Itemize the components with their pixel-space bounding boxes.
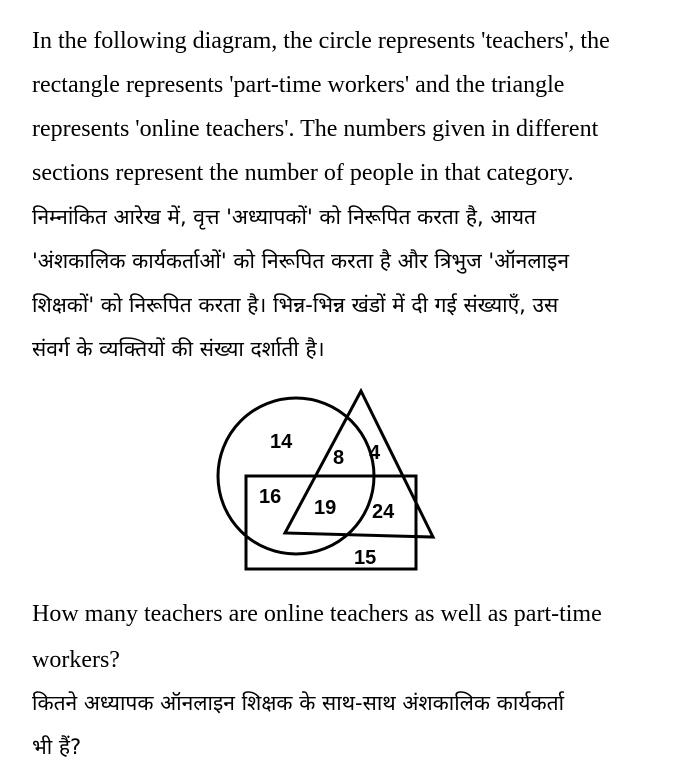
region-all-three: 19 [314, 497, 337, 519]
venn-diagram [205, 385, 445, 580]
region-online-only: 4 [369, 442, 381, 464]
region-teachers-only: 14 [270, 431, 293, 453]
question-hi-line-4: संवर्ग के व्यक्तियों की संख्या दर्शाती है। [32, 337, 325, 361]
region-teachers-parttime: 16 [259, 486, 282, 508]
question-hi-line-1: निम्नांकित आरेख में, वृत्त 'अध्यापकों' को निरूपित करता है, आयत [32, 205, 537, 229]
ask-hi-line-1: कितने अध्यापक ऑनलाइन शिक्षक के साथ-साथ अंशकालिक कार्यकर्ता [32, 691, 565, 715]
question-en-line-1: In the following diagram, the circle represents 'teachers', the [32, 28, 610, 54]
ask-en-line-1: How many teachers are online teachers as well as part-time [32, 601, 602, 627]
region-online-parttime: 24 [372, 501, 395, 523]
region-teachers-online: 8 [333, 447, 345, 469]
ask-en-line-2: workers? [32, 647, 120, 673]
online-teachers-triangle [285, 391, 433, 537]
ask-hi-line-2: भी हैं? [32, 735, 82, 759]
question-en-line-4: sections represent the number of people in that category. [32, 160, 574, 186]
question-hi-line-2: 'अंशकालिक कार्यकर्ताओं' को निरूपित करता है और त्रिभुज 'ऑनलाइन [32, 249, 569, 273]
question-en-line-3: represents 'online teachers'. The numbers given in different [32, 116, 599, 142]
region-parttime-only: 15 [354, 547, 377, 569]
question-en-line-2: rectangle represents 'part-time workers' and the triangle [32, 72, 565, 98]
question-hi-line-3: शिक्षकों' को निरूपित करता है। भिन्न-भिन्न खंडों में दी गई संख्याएँ, उस [32, 293, 559, 317]
